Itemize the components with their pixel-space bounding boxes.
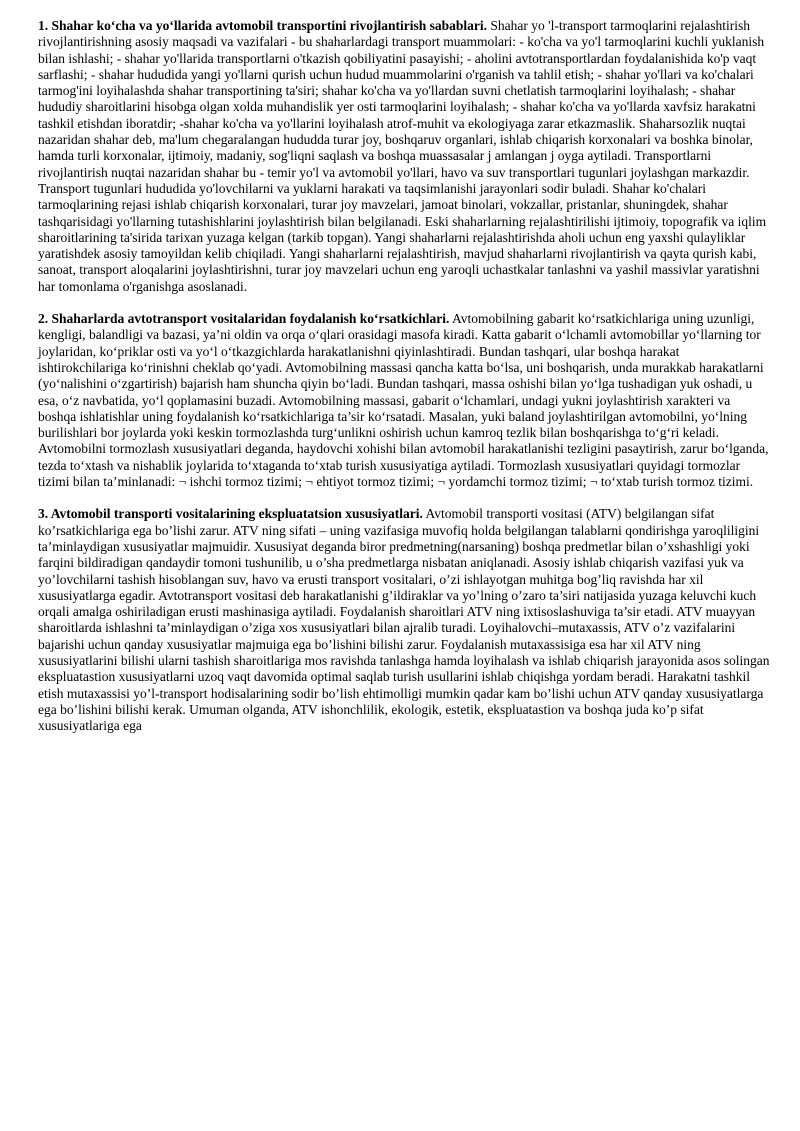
section-2-paragraph <box>38 311 770 490</box>
section-1-heading: 1. Shahar ko‘cha va yo‘llarida avtomobil transportini rivojlantirish sabablari. <box>38 18 488 33</box>
section-3-body: Avtomobil transporti vositasi (ATV) belgilangan sifat ko’rsatkichlariga ega bo’lishi zarur. ATV ning sifati – uning vazifasiga muvofiq holda belgilangan talablarni qondirishga yaroqliligini ta’minlaydigan xususiyatlar majmuidir. Xususiyat deganda biror predmetning(narsaning) boshqa predmetlar bilan o’xshashligi yoki farqini bildiradigan qandaydir tomoni tushunilib, u o’sha predmetlarga nisbatan aniqlanadi. Asosiy ishlab chiqarish vazifasi yuk va yo’lovchilarni tashish hisoblangan suv, havo va erusti transport vositalari, o’zi ishlayotgan muhitga bog’liq ravishda har xil xususiyatlarga egadir. Avtotransport vositasi deb harakatlanishi g’ildiraklar va yo’lning o’zaro ta’siri natijasida yuzaga keluvchi kuch orqali amalga oshiriladigan erusti mashinasiga aytiladi. Foydalanish sharoitlari ATV ning ixtisoslashuviga ta’sir etadi. ATV muayyan sharoitlarda ishlashni ta’minlaydigan o’ziga xos xususiyatlari bilan ajralib turadi. Loyihalovchi–mutaxassis, ATV o’z vazifalarini bajarishi uchun qanday xususiyatlar majmuiga ega bo’lishini bilishi zarur. Foydalanish mutaxassisiga esa har xil ATV ning xususiyatlarini bilishi ularni tashish sharoitlariga mos ravishda tanlashga hamda loyihalash va ishlab chiqarish jarayonida asos solingan ekspluatastion xususiyatlarni uzoq vaqt davomida optimal saqlab turish usullarini ishlab chiqishga yordam beradi. Harakatni tashkil etish mutaxassisi yo’l-transport hodisalarining sodir bo’lish ehtimolligi mumkin qadar kam bo’lishi uchun ATV qanday xususiyatlarga ega bo’lishini bilishi kerak. Umuman olganda, ATV ishonchlilik, ekologik, estetik, ekspluatastion va boshqa juda ko’p sifat xususiyatlariga ega <box>38 506 770 734</box>
document-page <box>38 18 770 750</box>
section-2-body: Avtomobilning gabarit ko‘rsatkichlariga uning uzunligi, kengligi, balandligi va bazasi, ya’ni oldin va orqa o‘qlari orasidagi masofa kiradi. Katta gabarit o‘lchamli avtomobillar yo‘llarning tor joylaridan, ko‘priklar osti va yo‘l o‘tkazgichlarda harakatlanishni qiyinlashtiradi. Bundan tashqari, ular boshqa harakat ishtirokchilariga ko‘rinishni cheklab qo‘yadi. Avtomobilning massasi qancha katta bo‘lsa, uni boshqarish, unda murakkab harakatlarni (yo‘nalishini o‘zgartirish) bajarish ham shuncha qiyin bo‘ladi. Bundan tashqari, massa oshishi bilan yo‘lga tushadigan yuk oshadi, u esa, o‘z navbatida, yo‘l qoplamasini buzadi. Avtomobilning massasi, gabarit o‘lchamlari, undagi yukni joylashtirish xarakteri va boshqa ishlatishlar uning foydalanish ko‘rsatkichlariga ta’sir ko‘rsatadi. Masalan, yuki baland joylashtirilgan avtomobilni, yo‘lning burilishlari bor joylarda yoki keskin tormozlashda turg‘unlikni oshirish uchun kamroq tezlik bilan boshqarishga to‘g‘ri keladi. Avtomobilni tormozlash xususiyatlari deganda, haydovchi xohishi bilan avtomobil harakatlanishi tezligini pasaytirish, zarur bo‘lganda, tezda to‘xtash va nishablik joylarida to‘xtaganda to‘xtab turish xususiyatiga aytiladi. Tormozlash xususiyatlari quyidagi tormozlar tizimi bilan ta’minlanadi: ¬ ishchi tormoz tizimi; ¬ ehtiyot tormoz tizimi; ¬ yordamchi tormoz tizimi; ¬ to‘xtab turish tormoz tizimi. <box>38 311 769 490</box>
section-3-paragraph <box>38 506 770 734</box>
section-1-body: Shahar yo 'l-transport tarmoqlarini rejalashtirish rivojlantirishning asosiy maqsadi va vazifalari - bu shaharlardagi transport muammolari: - ko'cha va yo'l tarmoqlarini kuchli yuklanish bilan ishlashi; - shahar yo'llarida transportlarni o'tkazish qobiliyatini pasayishi; - aholini avtotransportlardan foydalanishida ko'p vaqt sarflashi; - shahar hududida yangi yo'llarni qurish uchun hudud muammolarini o'rganish va tahlil etish; - shahar yo'llari va ko'chalari tarmog'ini loyihalashda shahar transportining ta'siri; shahar ko'cha va yo'llardan suvni chetlatish tarmoqlarini loyihalash; - shahar hududiy sharoitlarini hisobga olgan xolda muhandislik yer osti tarmoqlarini loyihalash; - shahar ko'cha va yo'llarda xavfsiz harakatni tashkil etishdan iboratdir; -shahar ko'cha va yo'llarini loyihalash atrof-muhit va ekologiyaga zarar etkazmaslik. Shaharsozlik nuqtai nazaridan shahar deb, ma'lum chegaralangan hududda turar joy, boshqaruv organlari, ishlab chiqarish korxonalari va boshka binolar, hamda turli korxonalar, ijtimoiy, madaniy, sog'liqni saqlash va boshqa muassasalar j amlangan j oyga aytiladi. Transportlarni rivojlantirish nuqtai nazaridan shahar bu - temir yo'l va avtomobil yo'llari, havo va suv transportlari tugunlari joylashgan markazdir. Transport tugunlari hududida yo'lovchilarni va yuklarni harakati va taqsimlanishi jarayonlari sodir buladi. Shahar ko'chalari tarmoqlarining rejasi ishlab chiqarish korxonalari, turar joy mavzelari, jamoat binolari, vokzallar, pristanlar, shuningdek, shahar tashqarisidagi yo'llarning tutashishlarini joylashtirish bilan belgilanadi. Eski shaharlarning rejalashtirilishi ijtimoiy, topografik va iqlim sharoitlarining ta'sirida tarixan yuzaga kelgan (tarkib topgan). Yangi shaharlarni rejalashtirishda aholi uchun eng yaxshi qulayliklar yaratishdek asosiy tamoyildan kelib chiqiladi. Yangi shaharlarni rejalashtirish, mavjud shaharlarni rivojlantirish va qayta qurish kabi, sanoat, transport aloqalarini joylashtirishni, turar joy mavzelari uchun eng yaroqli uchastkalar tanlashni va yashil massivlar yaratishni har tomonlama o'rganishga asoslanadi. <box>38 18 767 294</box>
section-3-heading: 3. Avtomobil transporti vositalarining ekspluatatsion xususiyatlari. <box>38 506 423 522</box>
section-2-heading: 2. Shaharlarda avtotransport vositalaridan foydalanish ko‘rsatkichlari. <box>38 311 450 327</box>
section-1-paragraph <box>38 18 770 295</box>
